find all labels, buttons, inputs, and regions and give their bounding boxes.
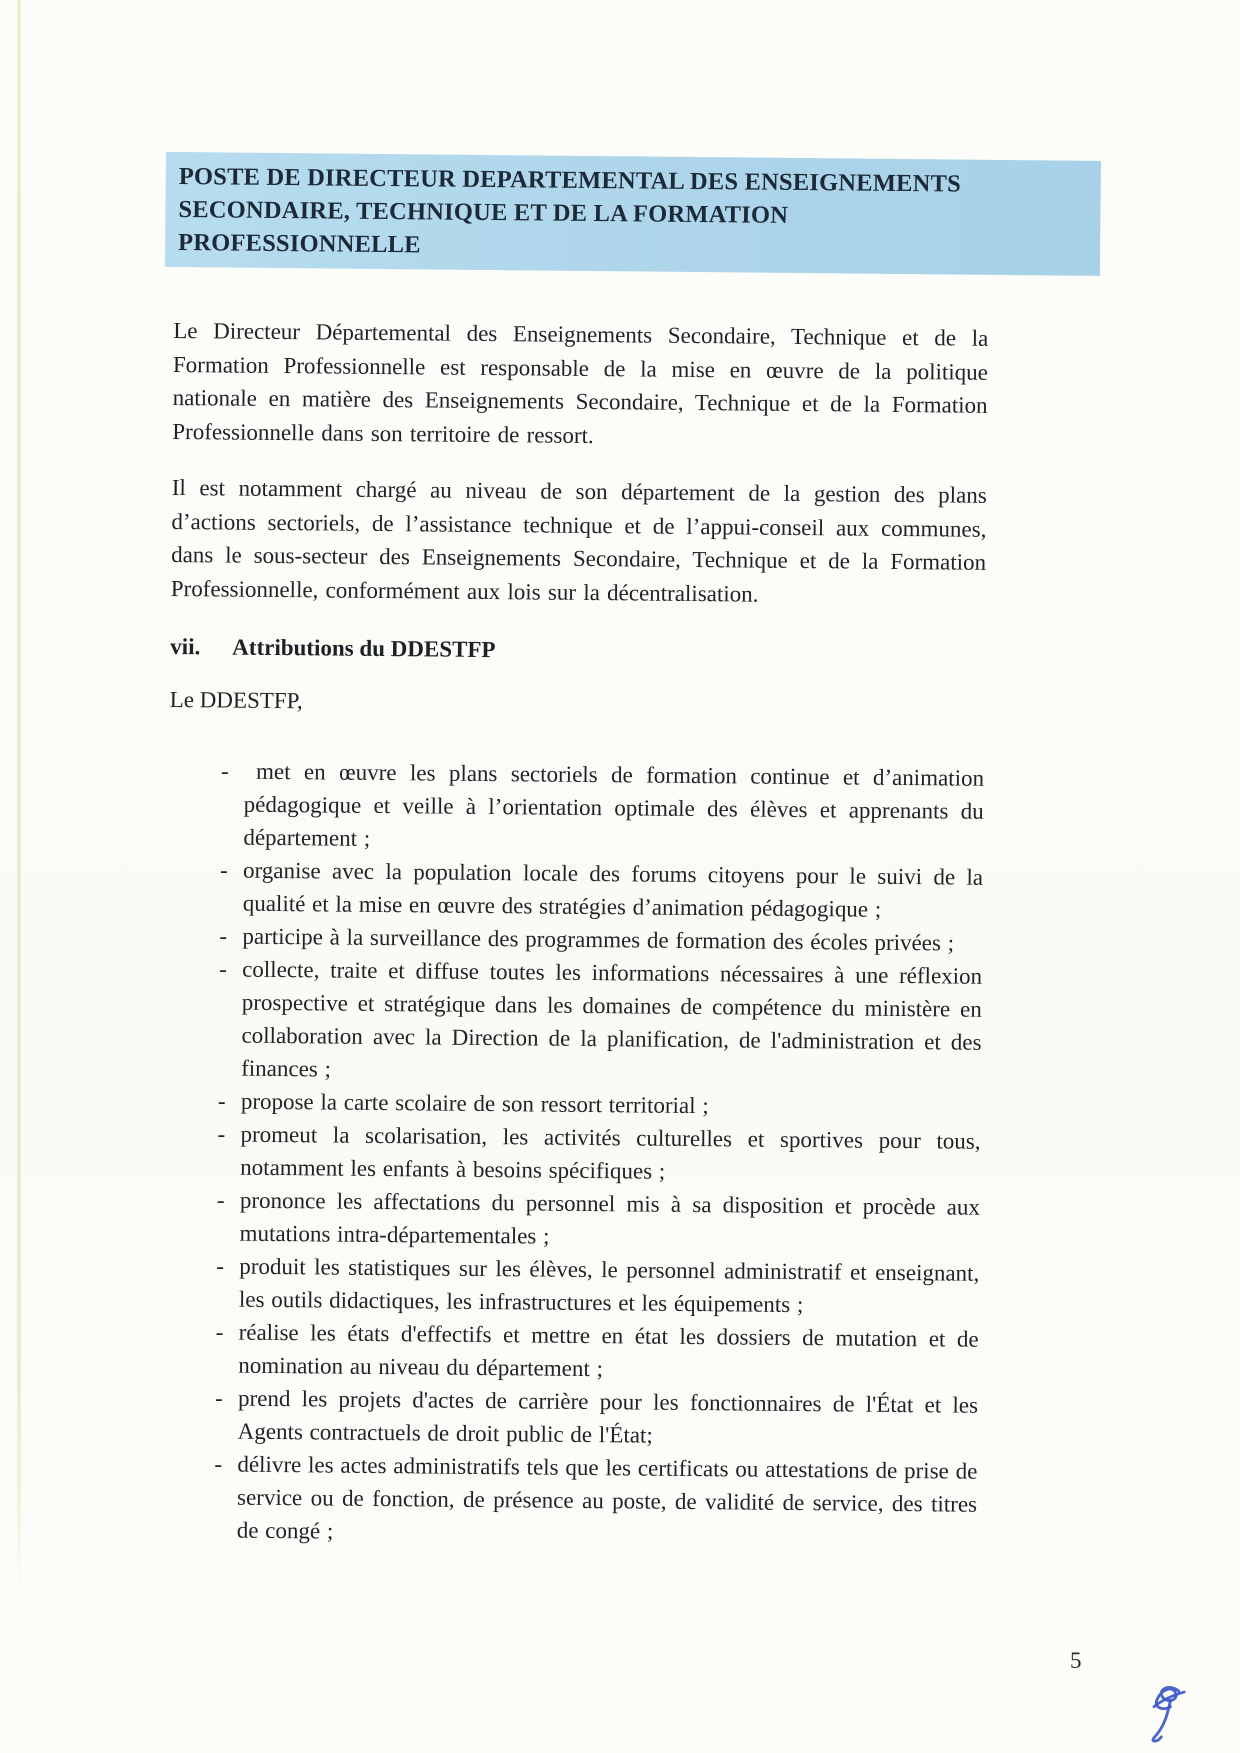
bullet-dash: - — [216, 1253, 225, 1279]
section-heading — [170, 634, 985, 668]
scan-edge-artifact — [17, 0, 21, 1590]
title-line-1: POSTE DE DIRECTEUR DEPARTEMENTAL DES ENSEIGNEMENTS — [178, 163, 962, 198]
bullet-dash: - — [217, 1088, 226, 1114]
document-content — [162, 152, 990, 1554]
bullet-dash: - — [219, 956, 227, 982]
page-number: 5 — [1070, 1648, 1082, 1673]
bullet-dash: - — [216, 1187, 225, 1213]
title-line-3: PROFESSIONNELLE — [178, 229, 421, 259]
bullet-dash: - — [214, 1451, 223, 1477]
title-line-2: SECONDAIRE, TECHNIQUE ET DE LA FORMATION — [178, 196, 789, 229]
list-item: - prononce les affectations du personnel mis à sa disposition et procède aux mutations intra-départementales ; — [164, 1183, 980, 1257]
list-item: - collecte, traite et diffuse toutes les informations nécessaires à une réflexion prospective et stratégique dans les domaines de compétence du ministère en collaboration avec la Direction de la planification, de l'administration et des finances ; — [166, 952, 982, 1092]
list-item: - produit les statistiques sur les élèves, le personnel administratif et enseignant, les outils didactiques, les infrastructures et les équipements ; — [164, 1249, 980, 1323]
list-item: - délivre les actes administratifs tels que les certificats ou attestations de prise de service ou de fonction, de présence au poste, de validité de service, des titres de congé ; — [162, 1447, 978, 1554]
list-item: - prend les projets d'actes de carrière pour les fonctionnaires de l'État et les Agents contractuels de droit public de l'État; — [163, 1381, 979, 1455]
bullet-dash: - — [220, 758, 229, 784]
bullet-dash: - — [217, 1121, 226, 1147]
bullet-dash: - — [215, 1319, 224, 1345]
section-numeral: vii. — [170, 633, 201, 660]
paragraph-role-description: Le Directeur Départemental des Enseignements Secondaire, Technique et de la Formation Professionnelle est responsable de la mise en œuvre de la politique nationale en matière des Enseignements Secondaire, Technique et de la Formation Professionnelle dans son territoire de ressort. — [172, 317, 989, 448]
paragraph-responsibilities: Il est notamment chargé au niveau de son département de la gestion des plans d’actions sectoriels, de l’assistance technique et de l’appui-conseil aux communes, dans le sous-secteur des Enseignements Secondaire, Technique et de la Formation Professionnelle, conformément aux lois sur la décentralisation. — [170, 474, 987, 607]
list-item: - promeut la scolarisation, les activités culturelles et sportives pour tous, notamment les enfants à besoins spécifiques ; — [165, 1117, 981, 1191]
bullet-dash: - — [214, 1385, 223, 1411]
list-item: - propose la carte scolaire de son ressort territorial ; — [166, 1084, 981, 1125]
list-intro: Le DDESTFP, — [169, 686, 303, 714]
section-heading-text: Attributions du DDESTFP — [232, 634, 496, 663]
bullet-dash: - — [219, 857, 228, 883]
bullet-dash: - — [219, 923, 228, 949]
list-item: - participe à la surveillance des programmes de formation des écoles privées ; — [167, 919, 982, 960]
signature-mark — [1136, 1682, 1194, 1746]
list-item: - met en œuvre les plans sectoriels de formation continue et d’animation pédagogique et veille à l’orientation optimale des élèves et apprenants du département ; — [168, 754, 984, 861]
document-title-highlight — [165, 152, 1101, 276]
list-item: - réalise les états d'effectifs et mettre en état les dossiers de mutation et de nomination au niveau du département ; — [163, 1315, 979, 1389]
attributions-list — [162, 754, 985, 1554]
list-item: - organise avec la population locale des forums citoyens pour le suivi de la qualité et la mise en œuvre des stratégies d’animation pédagogique ; — [168, 853, 984, 927]
